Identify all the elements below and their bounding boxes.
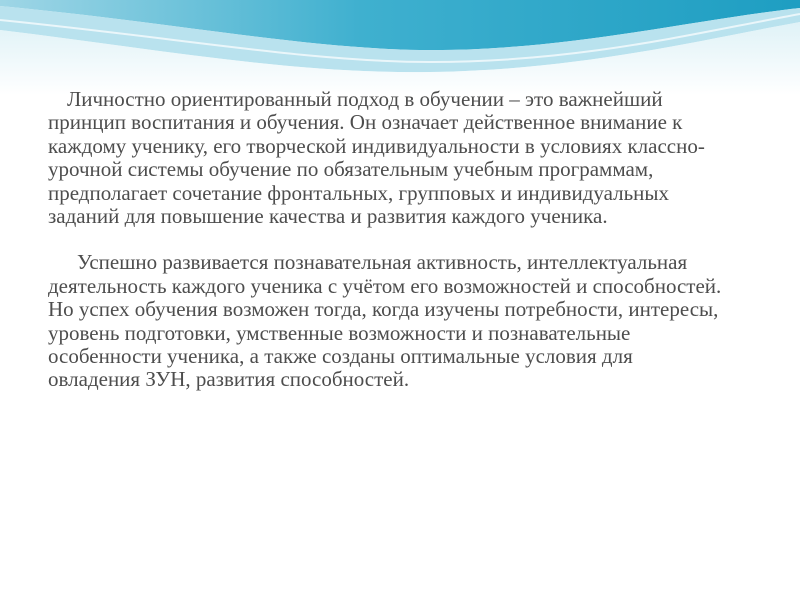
header-wave-decoration [0, 0, 800, 95]
paragraph-2: Успешно развивается познавательная активность, интеллектуальная деятельность каждого ученика с учётом его возможностей и способностей. Но успех обучения возможен тогда, когда изучены потребности, интересы, уровень подготовки, умственные возможности и познавательные особенности ученика, а также созданы оптимальные условия для овладения ЗУН, развития способностей. [48, 250, 722, 392]
slide-body [48, 88, 728, 415]
paragraph-1: Личностно ориентированный подход в обучении – это важнейший принцип воспитания и обучения. Он означает действенное внимание к каждому ученику, его творческой индивидуальности в условиях классно-урочной системы обучение по обязательным учебным программам, предполагает сочетание фронтальных, групповых и индивидуальных заданий для повышение качества и развития каждого ученика. [48, 87, 705, 229]
